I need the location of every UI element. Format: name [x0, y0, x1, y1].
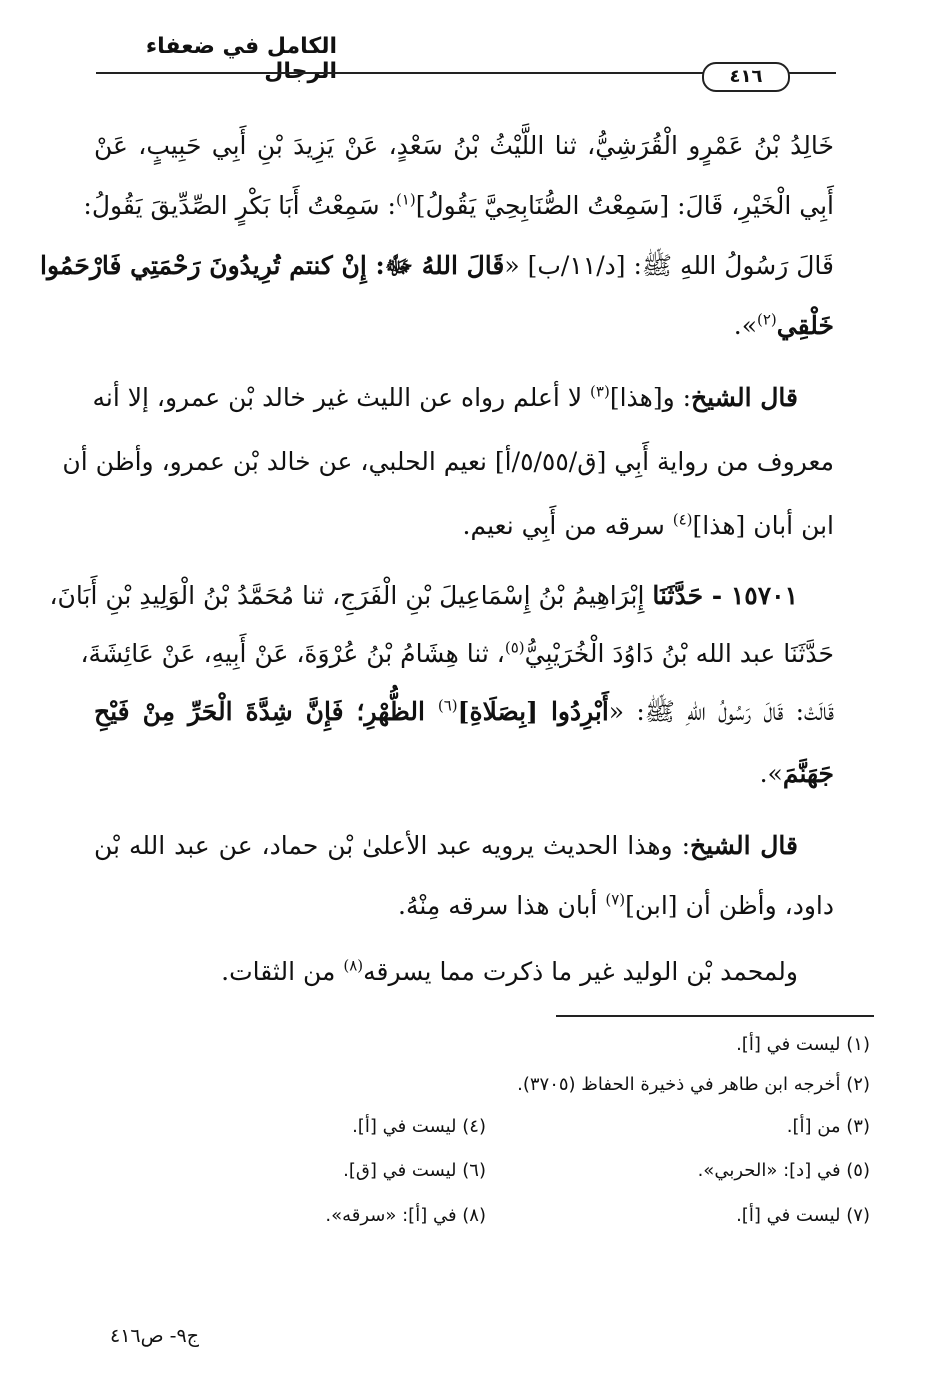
footnote-ref: (٧)	[605, 890, 626, 909]
text-line	[40, 246, 834, 286]
footnote: (٧) ليست في [أ].	[736, 1205, 870, 1226]
text-line	[94, 378, 834, 418]
text: معروف من رواية أَبِي [ق/٥/٥٥/أ] نعيم الحلبي، عن خالد بْن عمرو، وأظن أن	[62, 447, 834, 476]
footnote-ref: (٦)	[437, 696, 458, 715]
text: حَدَّثَنَا عبد الله بْنُ دَاوُدَ الْخُرَيْبِيُّ	[524, 639, 834, 668]
text: أبان هذا سرقه مِنْهُ.	[398, 891, 606, 920]
text-line	[94, 692, 834, 732]
footnote-ref: (٢)	[757, 310, 777, 329]
text: ».	[759, 759, 783, 788]
speaker-label: قال الشيخ	[691, 383, 798, 412]
footnote: (٨) في [أ]: «سرقه».	[325, 1205, 486, 1226]
hadith-text: جَهَنَّمَ	[782, 759, 834, 788]
text-line	[94, 826, 834, 866]
text: أَبِي الْخَيْرِ، قَالَ: [سَمِعْتُ الصُّنَابِحِيَّ يَقُولُ]	[415, 191, 834, 220]
text: داود، وأظن أن [ابن]	[625, 891, 834, 920]
text: قَالَتْ: قَالَ رَسُولُ اللهِ ﷺ: «	[608, 697, 834, 726]
hadith-text: قَالَ اللهُ ﷻ: إِنْ كنتم تُرِيدُونَ رَحْمَتِي فَارْحَمُوا	[40, 251, 505, 280]
footnote: (١) ليست في [أ].	[736, 1034, 870, 1055]
text-line	[94, 952, 834, 992]
volume-page-footer: ج٩- ص٤١٦	[110, 1325, 199, 1347]
text: إِبْرَاهِيمُ بْنُ إِسْمَاعِيلَ بْنِ الْفَرَجِ، ثنا مُحَمَّدُ بْنُ الْوَلِيدِ بْنِ أَبَانَ،	[49, 581, 653, 610]
text: ولمحمد بْن الوليد غير ما ذكرت مما يسرقه	[363, 957, 798, 986]
page-number-badge: ٤١٦	[702, 62, 790, 92]
text: ابن أبان [هذا]	[692, 511, 834, 540]
text: لا أعلم رواه عن الليث غير خالد بْن عمرو، إلا أنه	[92, 383, 591, 412]
text-line	[94, 126, 834, 166]
speaker-label: قال الشيخ	[690, 831, 799, 860]
text: قَالَ رَسُولُ اللهِ ﷺ: [د/١١/ب] «	[504, 251, 834, 280]
text-line	[80, 634, 834, 674]
footnote: (٣) من [أ].	[786, 1116, 870, 1137]
footnote: (٦) ليست في [ق].	[343, 1160, 486, 1181]
text-line	[62, 442, 834, 482]
footnote-ref: (٣)	[590, 382, 610, 401]
hadith-text: خَلْقِي	[776, 311, 834, 340]
text-line	[94, 306, 834, 346]
text: ».	[733, 311, 757, 340]
text-line	[49, 576, 834, 616]
footnote-rule	[556, 1015, 874, 1017]
text-line	[94, 754, 834, 794]
text-line	[83, 186, 834, 226]
running-title: الكامل في ضعفاء الرجال	[145, 34, 337, 84]
text: : و[هذا]	[609, 383, 692, 412]
text-line	[94, 506, 834, 546]
text: : وهذا الحديث يرويه عبد الأعلىٰ بْن حماد، عن عبد الله بْن	[94, 831, 691, 860]
text: سرقه من أَبِي نعيم.	[462, 511, 673, 540]
hadith-text: الظُّهْرِ؛ فَإِنَّ شِدَّةَ الْحَرِّ مِنْ فَيْحِ	[94, 697, 438, 726]
footnote-ref: (١)	[395, 190, 416, 209]
text: : سَمِعْتُ أَبَا بَكْرٍ الصِّدِّيقَ يَقُولُ:	[83, 191, 396, 220]
hadith-number: ١٥٧٠١ - حَدَّثَنَا	[652, 581, 798, 610]
footnote: (٥) في [د]: «الحربي».	[697, 1160, 870, 1181]
text: من الثقات.	[221, 957, 344, 986]
footnote: (٤) ليست في [أ].	[352, 1116, 486, 1137]
text-line	[94, 886, 834, 926]
footnote-ref: (٥)	[504, 638, 525, 657]
text: ، ثنا هِشَامُ بْنُ عُرْوَةَ، عَنْ أَبِيهِ، عَنْ عَائِشَةَ،	[80, 639, 505, 668]
text: خَالِدُ بْنُ عَمْرٍو الْقُرَشِيُّ، ثنا اللَّيْثُ بْنُ سَعْدٍ، عَنْ يَزِيدَ بْنِ أَبِي حَبِيبٍ، عَنْ	[94, 131, 834, 160]
hadith-text: أَبْرِدُوا [بِصَلَاةِ]	[457, 697, 609, 726]
footnote-ref: (٤)	[672, 510, 693, 529]
footnote-ref: (٨)	[343, 956, 364, 975]
footnote: (٢) أخرجه ابن طاهر في ذخيرة الحفاظ (٣٧٠٥).	[517, 1074, 870, 1095]
